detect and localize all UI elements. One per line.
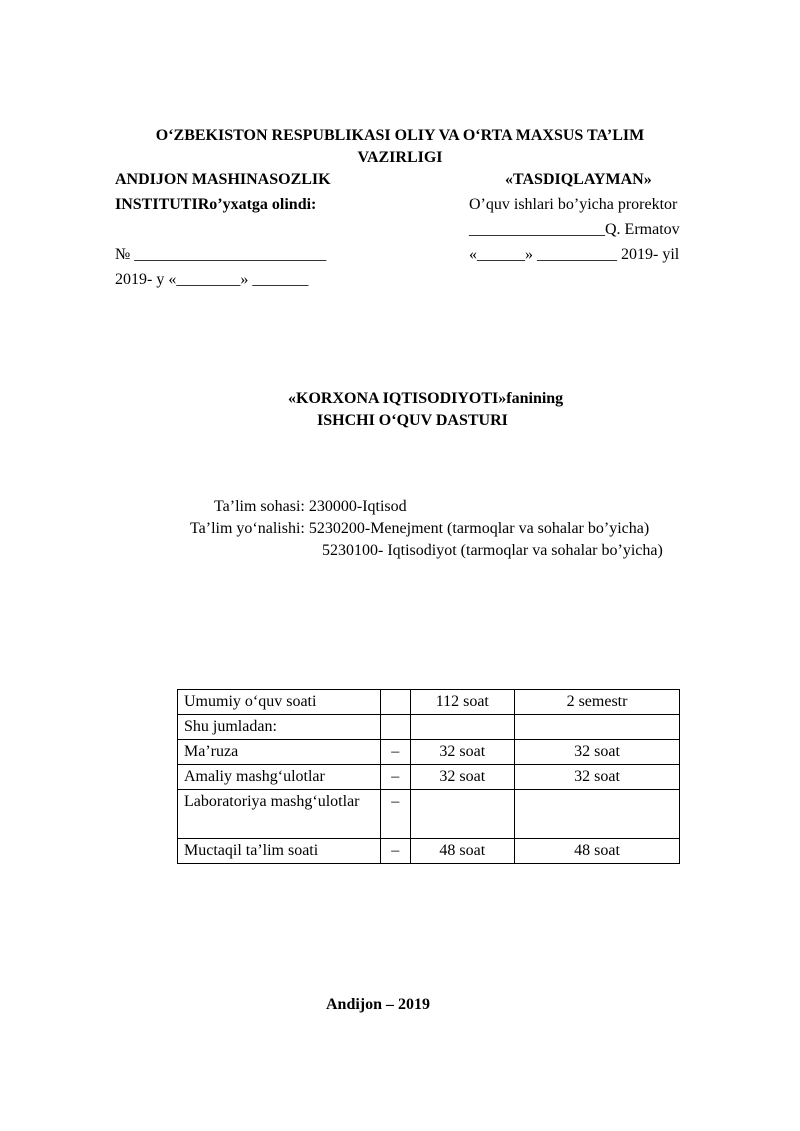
ministry-title-line1: O‘ZBEKISTON RESPUBLIKASI OLIY VA O‘RTA MAXSUS TA’LIM <box>155 127 645 144</box>
approve-date: «______» __________ 2019- yil <box>469 246 680 263</box>
registration-date: 2019- y «________» _______ <box>115 271 309 288</box>
institute-name-line2: INSTITUTIRo’yxatga olindi: <box>115 196 317 213</box>
education-direction-2: 5230100- Iqtisodiyot (tarmoqlar va sohalar bo’yicha) <box>322 542 663 559</box>
registration-number: № ________________________ <box>115 246 327 263</box>
row-dash: – <box>380 839 410 864</box>
education-field: Ta’lim sohasi: 230000-Iqtisod <box>214 498 407 515</box>
hours-table <box>177 689 680 864</box>
row-dash <box>380 715 410 740</box>
row-semester: 2 semestr <box>515 690 680 715</box>
row-label: Laboratoriya mashg‘ulotlar <box>178 790 381 839</box>
row-dash <box>380 690 410 715</box>
institute-name-line1: ANDIJON MASHINASOZLIK <box>115 171 331 188</box>
row-dash: – <box>380 740 410 765</box>
row-hours <box>410 715 514 740</box>
table-row <box>178 790 680 839</box>
row-label: Ma’ruza <box>178 740 381 765</box>
table-row <box>178 715 680 740</box>
approve-title: «TASDIQLAYMAN» <box>505 171 652 188</box>
document-title-line2: ISHCHI O‘QUV DASTURI <box>317 412 508 429</box>
table-row <box>178 839 680 864</box>
row-hours: 112 soat <box>410 690 514 715</box>
row-dash: – <box>380 765 410 790</box>
row-label: Muctaqil ta’lim soati <box>178 839 381 864</box>
table-row <box>178 765 680 790</box>
row-semester <box>515 790 680 839</box>
row-semester: 48 soat <box>515 839 680 864</box>
ministry-title-line2: VAZIRLIGI <box>357 149 443 166</box>
footer-place-year: Andijon – 2019 <box>326 996 431 1013</box>
table-row <box>178 690 680 715</box>
document-title-line1: «KORXONA IQTISODIYOTI»fanining <box>288 390 564 407</box>
table-row <box>178 740 680 765</box>
row-hours <box>410 790 514 839</box>
hours-table-body <box>178 690 680 864</box>
row-semester: 32 soat <box>515 740 680 765</box>
row-label: Amaliy mashg‘ulotlar <box>178 765 381 790</box>
row-semester <box>515 715 680 740</box>
row-label: Umumiy o‘quv soati <box>178 690 381 715</box>
row-hours: 48 soat <box>410 839 514 864</box>
prorector-title: O’quv ishlari bo’yicha prorektor <box>469 196 678 213</box>
row-hours: 32 soat <box>410 740 514 765</box>
signature-line: _________________Q. Ermatov <box>469 221 680 238</box>
education-direction-1: Ta’lim yo‘nalishi: 5230200-Menejment (tarmoqlar va sohalar bo’yicha) <box>190 520 650 537</box>
row-label: Shu jumladan: <box>178 715 381 740</box>
row-semester: 32 soat <box>515 765 680 790</box>
row-dash: – <box>380 790 410 839</box>
row-hours: 32 soat <box>410 765 514 790</box>
